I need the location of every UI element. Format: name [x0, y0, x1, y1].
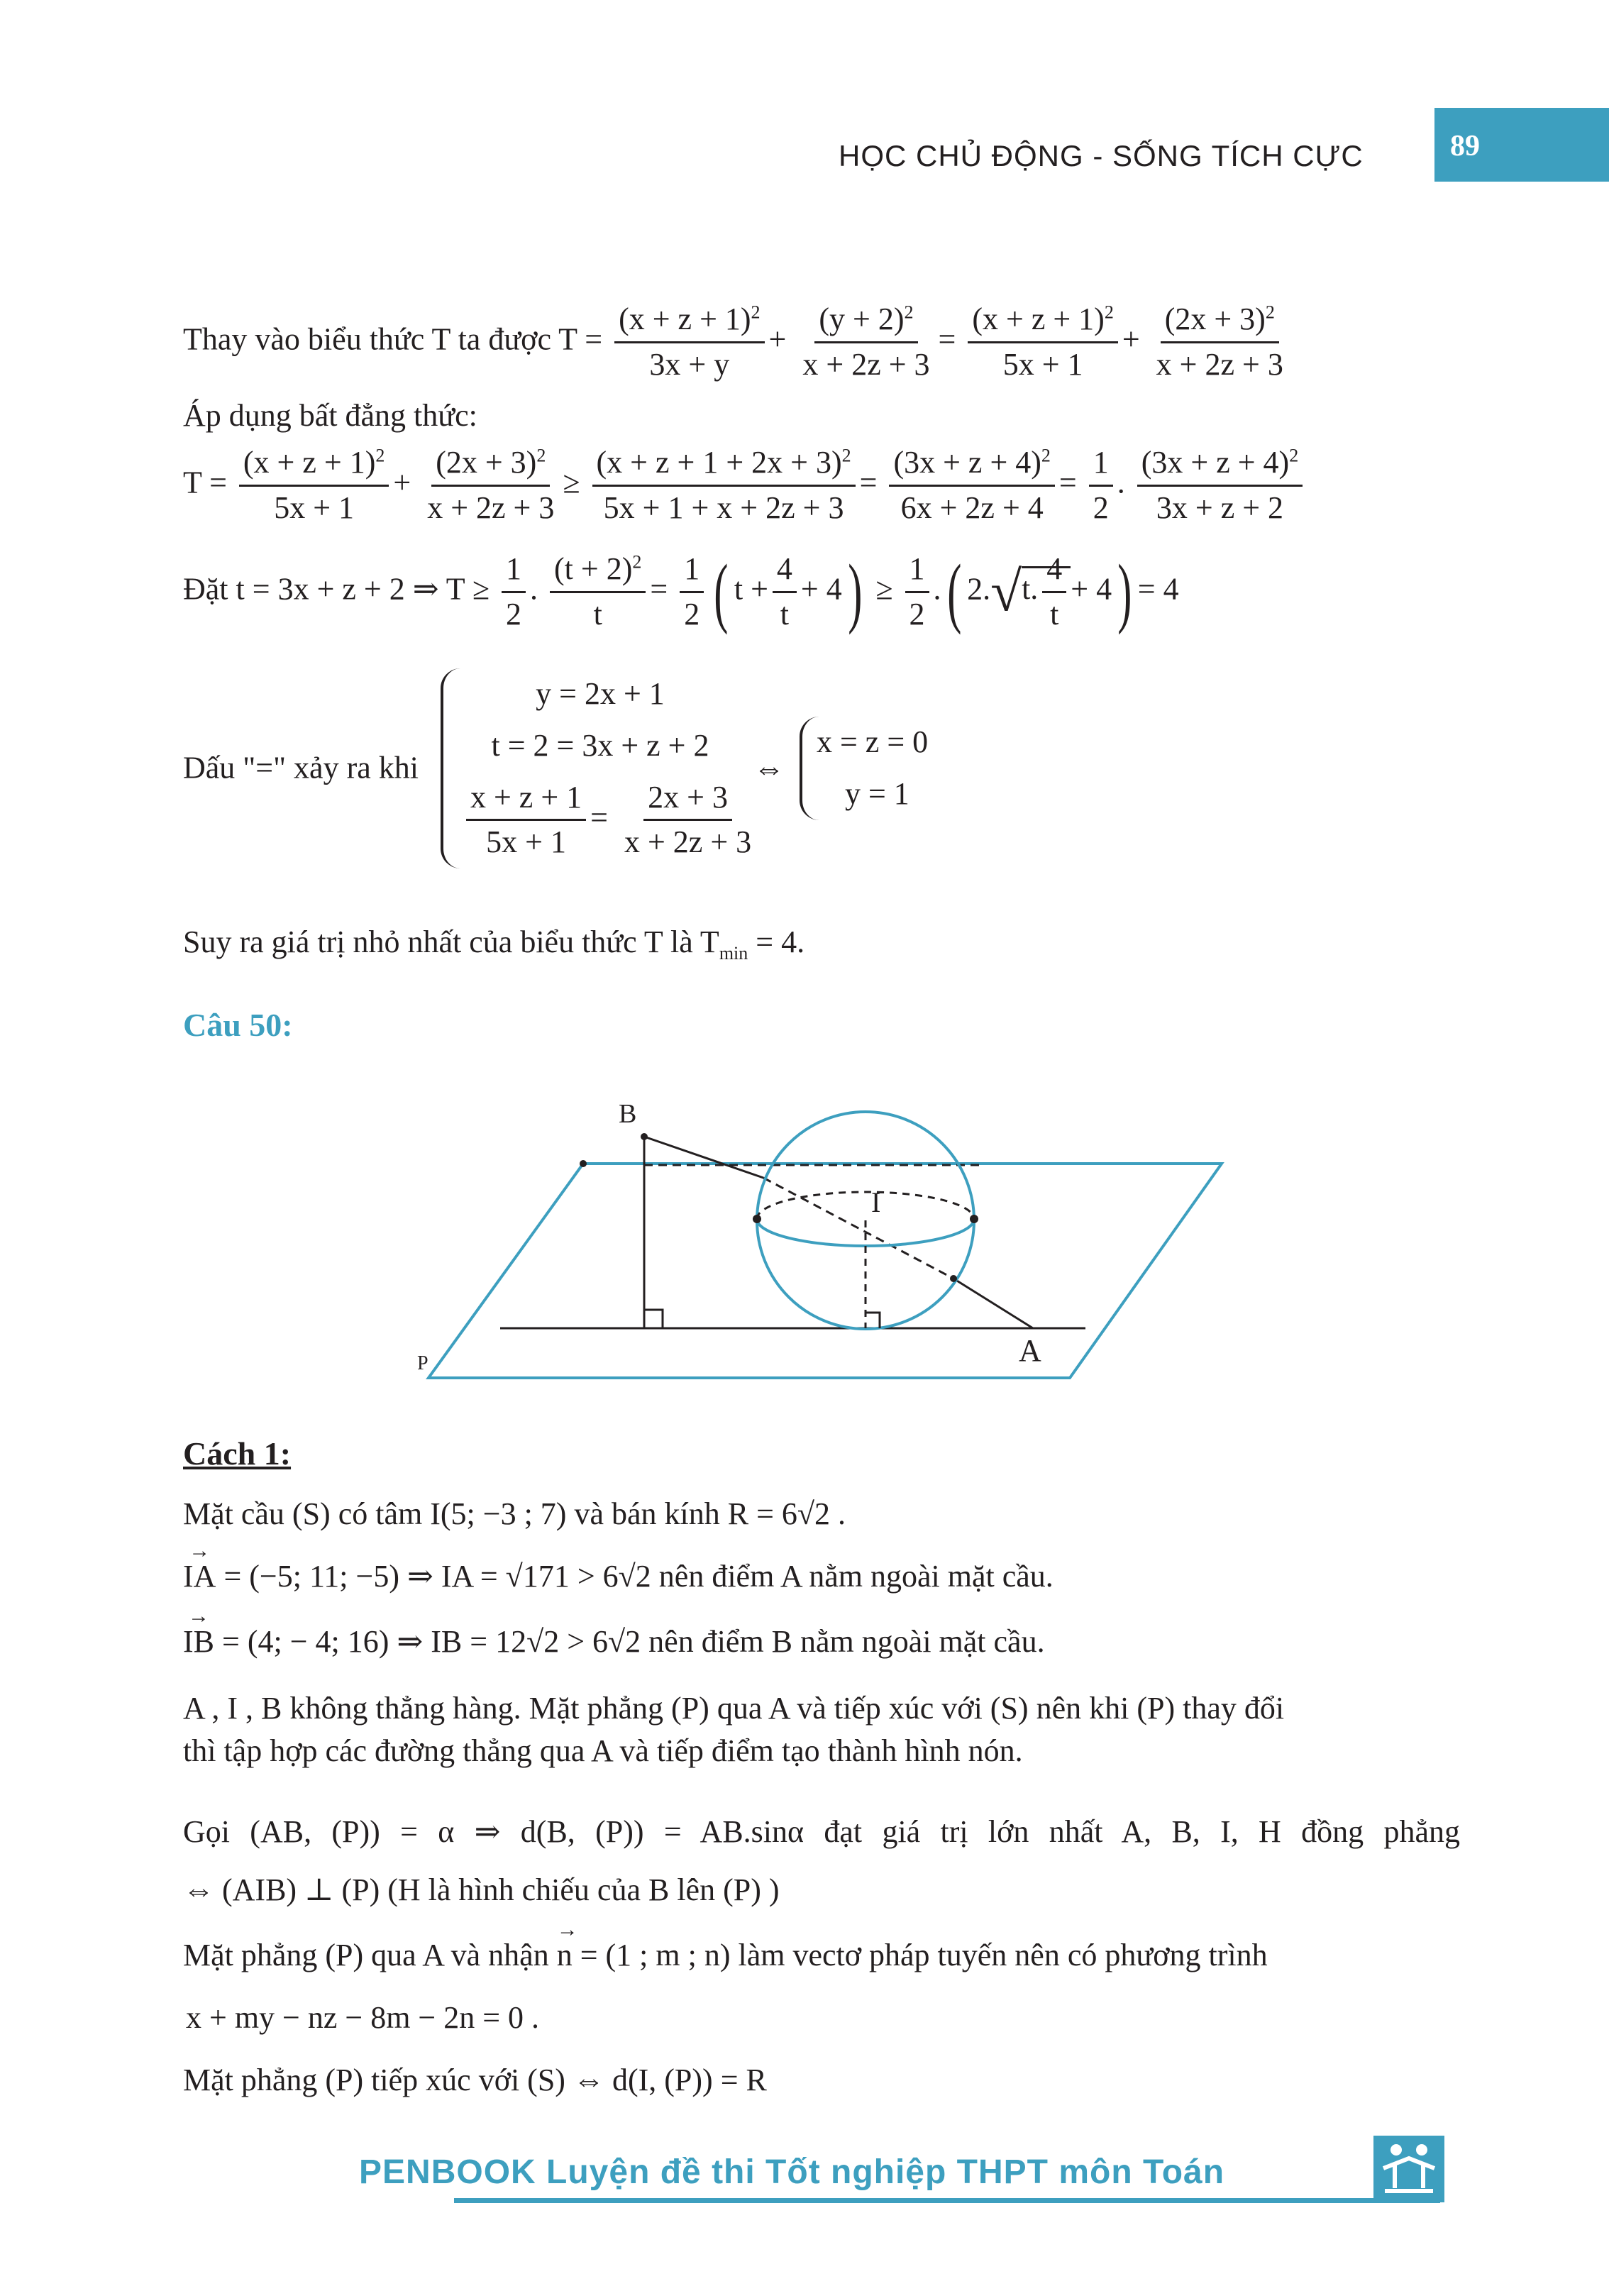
running-header: HỌC CHỦ ĐỘNG - SỐNG TÍCH CỰC [839, 139, 1364, 172]
substitution-line: Thay vào biểu thức T ta được T = $\frac{(x + z + 1)^2}{3x + y}$ + $\frac{(y + 2)^2}{x + 2z + 3}$ = $\frac{(x + z + 1)^2}{5x + 1}$ + $\frac{(2x + 3)^2}{x + 2z + 3}$ [183, 301, 1292, 384]
plane-text-rest: = (1 ; m ; n) làm vectơ pháp tuyến nên có phương trình [580, 1938, 1268, 1972]
plane-p [428, 1164, 1222, 1378]
footer-text: PENBOOK Luyện đề thi Tốt nghiệp THPT môn Toán [359, 2153, 1225, 2191]
tangency-condition: Mặt phẳng (P) tiếp xúc với (S) ⇔ d(I, (P)) = R [183, 2063, 767, 2097]
fraction: $\frac{(x + z + 1)^2}{5x + 1}$ [968, 301, 1117, 384]
segment-ba-solid [644, 1137, 763, 1178]
system-eq-2: t = 2 = 3x + z + 2 [491, 727, 709, 763]
label-i: I [871, 1186, 881, 1218]
fraction: $\frac{(x + z + 1)^2}{3x + y}$ [614, 301, 764, 384]
result-eq-1: x = z = 0 [816, 724, 929, 760]
point-b [641, 1133, 648, 1140]
equiv-symbol: ⇔ [753, 750, 785, 785]
label-a: A [1019, 1333, 1041, 1368]
point-corner [580, 1160, 587, 1167]
paragraph-line-4: A , I , B không thẳng hàng. Mặt phẳng (P) qua A và tiếp xúc với (S) nên khi (P) thay đổi [183, 1691, 1285, 1726]
inequality-intro: Áp dụng bất đẳng thức: [183, 398, 477, 433]
dat-text: Đặt t = 3x + z + 2 ⇒ T ≥ [183, 571, 490, 607]
vector-ia-line [183, 1558, 1054, 1596]
substitution-t-line: Đặt t = 3x + z + 2 ⇒ T ≥ $\frac{1}{2}$ . $\frac{(t + 2)^2}{t}$ = $\frac{1}{2}$ ( t + $\frac{4}{t}$ + 4) ≥ $\frac{1}{2}$ .( 2.√t. $\frac{4}{t}$ + 4) = 4 [183, 548, 1179, 636]
right-angle-tangent [866, 1313, 880, 1328]
point-left [753, 1215, 761, 1223]
vector-ib: → IB [183, 1623, 214, 1661]
vector-ia: → IA [183, 1558, 216, 1596]
system-brace [441, 668, 752, 868]
conclusion-sub: min [719, 942, 748, 964]
vector-ia-text: = (−5; 11; −5) ⇒ IA = √171 > 6√2 nên điểm A nằm ngoài mặt cầu. [223, 1559, 1054, 1594]
paragraph-line-8 [183, 1937, 1268, 1975]
sphere-info: Mặt cầu (S) có tâm I(5; −3 ; 7) và bán kính R = 6√2 . [183, 1496, 846, 1531]
conclusion-value: = 4. [756, 925, 805, 959]
page-number: 89 [1450, 130, 1480, 162]
segment-ba-end [953, 1279, 1033, 1328]
equality-condition [183, 668, 951, 868]
footer-rule [454, 2198, 1440, 2203]
point-on-ba [950, 1275, 957, 1282]
result-eq-2: y = 1 [844, 776, 909, 812]
geometry-figure [397, 1093, 1249, 1391]
normal-vector: → n [557, 1937, 573, 1975]
paragraph-line-5: thì tập hợp các đường thẳng qua A và tiếp điểm tạo thành hình nón. [183, 1733, 1023, 1768]
vector-ib-line [183, 1623, 1045, 1661]
penbook-logo-icon [1373, 2136, 1444, 2202]
dau-text: Dấu "=" xảy ra khi [183, 750, 419, 785]
conclusion-text: Suy ra giá trị nhỏ nhất của biểu thức T là T [183, 925, 719, 959]
inequality-line: T = $\frac{(x + z + 1)^2}{5x + 1}$ + $\frac{(2x + 3)^2}{x + 2z + 3}$ ≥ $\frac{(x + z + 1 + 2x + 3)^2}{5x + 1 + x + 2z + 3}$ = $\frac{(3x + z + 4)^2}{6x + 2z + 4}$ = $\frac{1}{2}$ . $\frac{(3x + z + 4)^2}{3x + z + 2}$ [183, 444, 1307, 527]
result-brace [800, 717, 951, 820]
right-angle-h [644, 1310, 663, 1328]
paragraph-line-6: Gọi (AB, (P)) = α ⇒ d(B, (P)) = AB.sinα đạt giá trị lớn nhất A, B, I, H đồng phẳng [183, 1814, 1460, 1849]
label-p: P [417, 1352, 428, 1374]
system-eq-3: $\frac{x + z + 1}{5x + 1}$ = $\frac{2x + 3}{x + 2z + 3}$ [462, 772, 739, 869]
fraction: $\frac{(y + 2)^2}{x + 2z + 3}$ [802, 302, 930, 382]
paragraph-line-7: ⇔ (AIB) ⊥ (P) (H là hình chiếu của B lên (P) ) [183, 1872, 780, 1907]
vector-ib-text: = (4; − 4; 16) ⇒ IB = 12√2 > 6√2 nên điểm B nằm ngoài mặt cầu. [222, 1624, 1045, 1659]
point-right [970, 1215, 978, 1223]
question-title: Câu 50: [183, 1007, 293, 1043]
sphere-equator-back [757, 1192, 974, 1219]
page-number-tab [1434, 108, 1609, 182]
line1-text: Thay vào biểu thức T ta được T = [183, 321, 603, 357]
fraction: $\frac{(2x + 3)^2}{x + 2z + 3}$ [1156, 302, 1283, 382]
plane-equation: x + my − nz − 8m − 2n = 0 . [186, 2000, 540, 2035]
conclusion-line [183, 924, 804, 964]
plane-text: Mặt phẳng (P) qua A và nhận [183, 1938, 549, 1972]
label-b: B [619, 1099, 637, 1129]
t-equals: T = [183, 465, 227, 500]
system-eq-1: y = 2x + 1 [536, 676, 665, 711]
method-title: Cách 1: [183, 1435, 292, 1472]
